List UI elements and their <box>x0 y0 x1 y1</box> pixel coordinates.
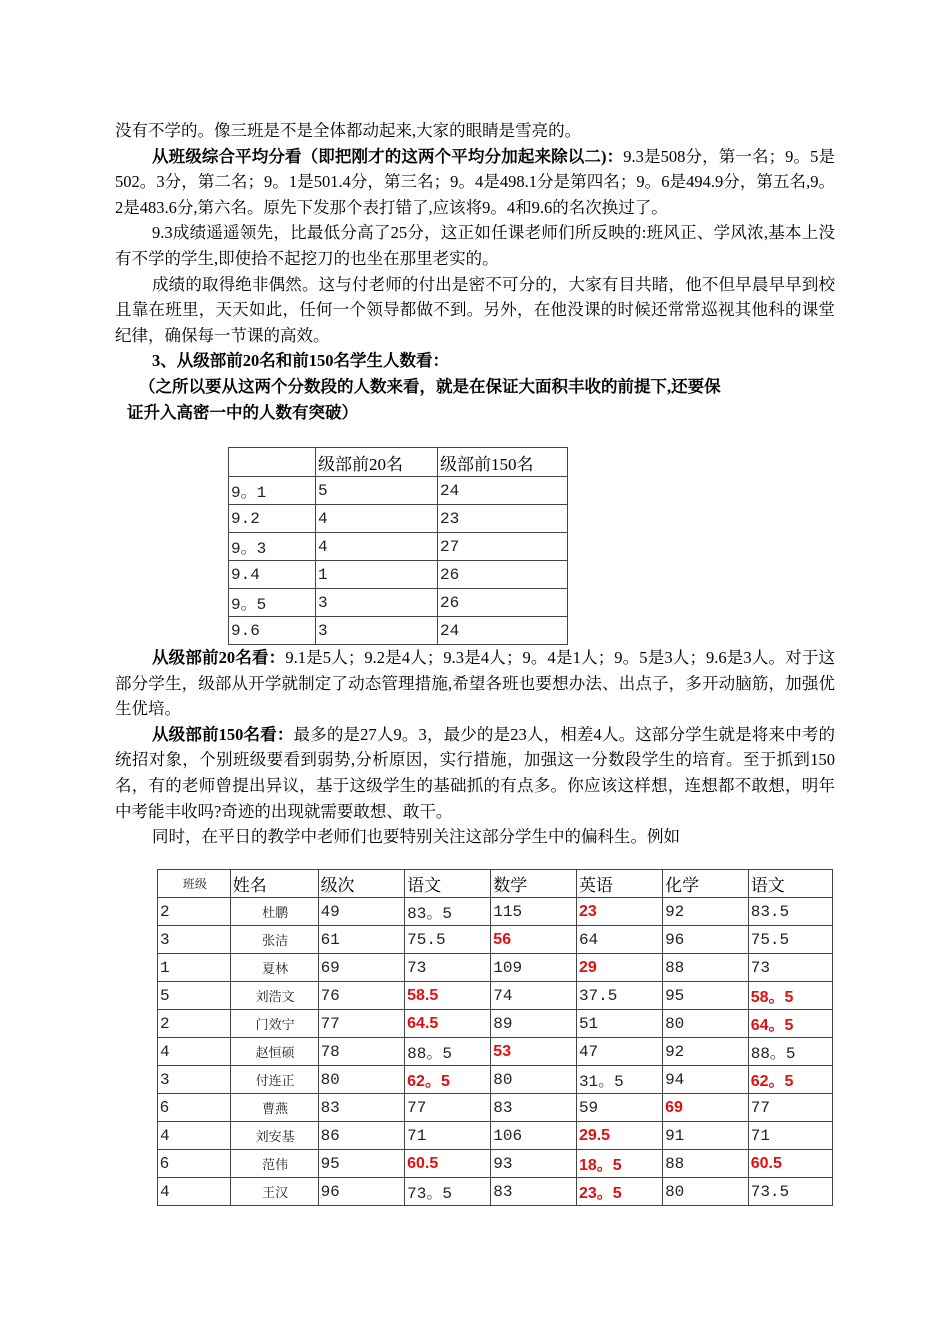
rank-cell: 78 <box>318 1038 405 1066</box>
score-cell: 77 <box>405 1094 491 1122</box>
top150-cell: 24 <box>438 477 568 505</box>
weak-score-cell: 64.5 <box>405 1010 491 1038</box>
class-cell: 9.2 <box>229 505 316 533</box>
student-score-table <box>157 869 833 1206</box>
table-row <box>229 477 568 505</box>
score-cell: 95 <box>663 982 749 1010</box>
table-row <box>158 1066 833 1094</box>
class-cell: 3 <box>158 926 231 954</box>
table-header-row <box>229 448 568 477</box>
top20-cell: 4 <box>316 505 438 533</box>
name-cell: 刘浩文 <box>230 982 318 1010</box>
class-cell: 6 <box>158 1150 231 1178</box>
score-cell: 83.5 <box>748 898 832 926</box>
score-cell: 73。5 <box>405 1178 491 1206</box>
weak-score-cell: 56 <box>491 926 577 954</box>
table-row <box>158 1010 833 1038</box>
score-cell: 80 <box>663 1010 749 1038</box>
table-row <box>229 505 568 533</box>
document-body <box>115 118 835 425</box>
score-cell: 92 <box>663 898 749 926</box>
name-cell: 夏林 <box>230 954 318 982</box>
top150-cell: 26 <box>438 589 568 617</box>
class-cell: 1 <box>158 954 231 982</box>
header-cell: 英语 <box>576 870 662 898</box>
rank-count-table <box>228 447 568 645</box>
score-cell: 83 <box>491 1094 577 1122</box>
top20-cell: 1 <box>316 561 438 589</box>
weak-score-cell: 60.5 <box>748 1150 832 1178</box>
score-cell: 106 <box>491 1122 577 1150</box>
score-cell: 115 <box>491 898 577 926</box>
paragraph-lead-bold: 从级部前150名看： <box>152 724 294 744</box>
table-row <box>229 589 568 617</box>
weak-score-cell: 18。5 <box>576 1150 662 1178</box>
table-row <box>158 1122 833 1150</box>
note-line-1: （之所以要从这两个分数段的人数来看，就是在保证大面积丰收的前提下,还要保 <box>139 376 721 396</box>
header-cell: 语文 <box>748 870 832 898</box>
score-cell: 92 <box>663 1038 749 1066</box>
name-cell: 王汉 <box>230 1178 318 1206</box>
score-cell: 94 <box>663 1066 749 1094</box>
score-cell: 88 <box>663 954 749 982</box>
weak-score-cell: 53 <box>491 1038 577 1066</box>
rank-cell: 96 <box>318 1178 405 1206</box>
score-cell: 89 <box>491 1010 577 1038</box>
class-cell: 9。3 <box>229 533 316 561</box>
score-cell: 74 <box>491 982 577 1010</box>
name-cell: 赵恒硕 <box>230 1038 318 1066</box>
header-cell: 化学 <box>663 870 749 898</box>
section-note <box>115 374 835 425</box>
weak-score-cell: 58。5 <box>748 982 832 1010</box>
paragraph-top150 <box>115 722 835 824</box>
weak-score-cell: 23。5 <box>576 1178 662 1206</box>
rank-cell: 95 <box>318 1150 405 1178</box>
class-cell: 9。5 <box>229 589 316 617</box>
class-cell: 5 <box>158 982 231 1010</box>
paragraph-top20 <box>115 645 835 722</box>
weak-score-cell: 62。5 <box>748 1066 832 1094</box>
class-cell: 9.4 <box>229 561 316 589</box>
paragraph-text: 最多的是27人9。3，最少的是23人，相差4人。这部分学生就是将来中考的统招对象，个别班级要看到弱势,分析原因，实行措施，加强这一分数段学生的培育。至于抓到150名，有的老师曾提出异议，基于这级学生的基础抓的有点多。你应该这样想，连想都不敢想，明年中考能丰收吗?奇迹的出现就需要敢想、敢干。 <box>115 724 836 821</box>
score-cell: 59 <box>576 1094 662 1122</box>
paragraph-lopsided: 同时，在平日的教学中老师们也要特别关注这部分学生中的偏科生。例如 <box>152 827 680 847</box>
table-row <box>158 1150 833 1178</box>
top150-cell: 23 <box>438 505 568 533</box>
score-cell: 88。5 <box>748 1038 832 1066</box>
name-cell: 张洁 <box>230 926 318 954</box>
table-row <box>229 533 568 561</box>
top20-cell: 4 <box>316 533 438 561</box>
weak-score-cell: 62。5 <box>405 1066 491 1094</box>
score-cell: 88 <box>663 1150 749 1178</box>
score-cell: 109 <box>491 954 577 982</box>
score-cell: 80 <box>663 1178 749 1206</box>
score-cell: 75.5 <box>748 926 832 954</box>
table-row <box>158 954 833 982</box>
class-cell: 9。1 <box>229 477 316 505</box>
header-cell: 级部前20名 <box>316 448 438 477</box>
score-cell: 73 <box>748 954 832 982</box>
paragraph-lead-class: 9.3成绩遥遥领先，比最低分高了25分，这正如任课老师们所反映的:班风正、学风浓,基本上没有不学的学生,即使拾不起挖刀的也坐在那里老实的。 <box>115 223 835 268</box>
score-cell: 88。5 <box>405 1038 491 1066</box>
header-cell: 级部前150名 <box>438 448 568 477</box>
header-cell: 级次 <box>318 870 405 898</box>
top150-cell: 24 <box>438 617 568 645</box>
table-row <box>158 926 833 954</box>
top150-cell: 27 <box>438 533 568 561</box>
class-cell: 9.6 <box>229 617 316 645</box>
score-cell: 93 <box>491 1150 577 1178</box>
rank-cell: 69 <box>318 954 405 982</box>
top20-cell: 5 <box>316 477 438 505</box>
paragraph-lead-bold: 从班级综合平均分看（即把刚才的这两个平均分加起来除以二)： <box>152 146 624 166</box>
score-cell: 71 <box>405 1122 491 1150</box>
weak-score-cell: 69 <box>663 1094 749 1122</box>
weak-score-cell: 29 <box>576 954 662 982</box>
score-cell: 83。5 <box>405 898 491 926</box>
paragraph-class-average <box>115 144 835 221</box>
class-cell: 4 <box>158 1178 231 1206</box>
score-cell: 73 <box>405 954 491 982</box>
score-cell: 91 <box>663 1122 749 1150</box>
weak-score-cell: 60.5 <box>405 1150 491 1178</box>
class-cell: 2 <box>158 1010 231 1038</box>
paragraph-text: 9.1是5人；9.2是4人；9.3是4人；9。4是1人；9。5是3人；9.6是3人。对于这部分学生，级部从开学就制定了动态管理措施,希望各班也要想办法、出点子，多开动脑筋，加强优生优培。 <box>115 648 836 719</box>
rank-cell: 76 <box>318 982 405 1010</box>
score-cell: 77 <box>748 1094 832 1122</box>
note-line-2: 证升入高密一中的人数有突破） <box>127 402 358 422</box>
score-cell: 73.5 <box>748 1178 832 1206</box>
paragraph-intro: 没有不学的。像三班是不是全体都动起来,大家的眼睛是雪亮的。 <box>115 121 582 140</box>
table-row <box>229 561 568 589</box>
rank-cell: 61 <box>318 926 405 954</box>
class-cell: 3 <box>158 1066 231 1094</box>
score-cell: 83 <box>491 1178 577 1206</box>
header-cell <box>229 448 316 477</box>
header-cell: 数学 <box>491 870 577 898</box>
name-cell: 范伟 <box>230 1150 318 1178</box>
score-cell: 47 <box>576 1038 662 1066</box>
score-cell: 37.5 <box>576 982 662 1010</box>
class-cell: 6 <box>158 1094 231 1122</box>
table-row <box>158 1178 833 1206</box>
rank-cell: 80 <box>318 1066 405 1094</box>
table-row <box>158 898 833 926</box>
table-header-row <box>158 870 833 898</box>
score-cell: 80 <box>491 1066 577 1094</box>
weak-score-cell: 58.5 <box>405 982 491 1010</box>
name-cell: 杜鹏 <box>230 898 318 926</box>
score-cell: 71 <box>748 1122 832 1150</box>
class-cell: 4 <box>158 1122 231 1150</box>
score-cell: 75.5 <box>405 926 491 954</box>
header-cell: 姓名 <box>230 870 318 898</box>
paragraph-teacher: 成绩的取得绝非偶然。这与付老师的付出是密不可分的，大家有目共睹，他不但早晨早早到校且靠在班里，天天如此，任何一个领导都做不到。另外，在他没课的时候还常常巡视其他科的课堂纪律，确保每一节课的高效。 <box>115 274 835 345</box>
table-row <box>158 1094 833 1122</box>
rank-cell: 83 <box>318 1094 405 1122</box>
rank-cell: 49 <box>318 898 405 926</box>
table-row <box>229 617 568 645</box>
score-cell: 64 <box>576 926 662 954</box>
top20-cell: 3 <box>316 589 438 617</box>
weak-score-cell: 23 <box>576 898 662 926</box>
header-cell: 语文 <box>405 870 491 898</box>
section-heading: 3、从级部前20名和前150名学生人数看： <box>152 351 449 371</box>
class-cell: 4 <box>158 1038 231 1066</box>
name-cell: 门效宁 <box>230 1010 318 1038</box>
score-cell: 96 <box>663 926 749 954</box>
header-cell: 班级 <box>158 870 231 898</box>
score-cell: 31。5 <box>576 1066 662 1094</box>
name-cell: 刘安基 <box>230 1122 318 1150</box>
rank-cell: 86 <box>318 1122 405 1150</box>
name-cell: 曹燕 <box>230 1094 318 1122</box>
table-row <box>158 1038 833 1066</box>
top150-cell: 26 <box>438 561 568 589</box>
table-row <box>158 982 833 1010</box>
rank-cell: 77 <box>318 1010 405 1038</box>
paragraph-text: 9.3是508分，第一名；9。5是502。3分，第二名；9。1是501.4分，第三名；9。4是498.1分是第四名；9。6是494.9分，第五名,9。2是483.6分,第六名。原先下发那个表打错了,应该将9。4和9.6的名次换过了。 <box>115 146 836 217</box>
document-body-continued <box>115 645 835 850</box>
weak-score-cell: 29.5 <box>576 1122 662 1150</box>
paragraph-lead-bold: 从级部前20名看： <box>152 648 286 667</box>
name-cell: 付连正 <box>230 1066 318 1094</box>
top20-cell: 3 <box>316 617 438 645</box>
class-cell: 2 <box>158 898 231 926</box>
weak-score-cell: 64。5 <box>748 1010 832 1038</box>
score-cell: 51 <box>576 1010 662 1038</box>
